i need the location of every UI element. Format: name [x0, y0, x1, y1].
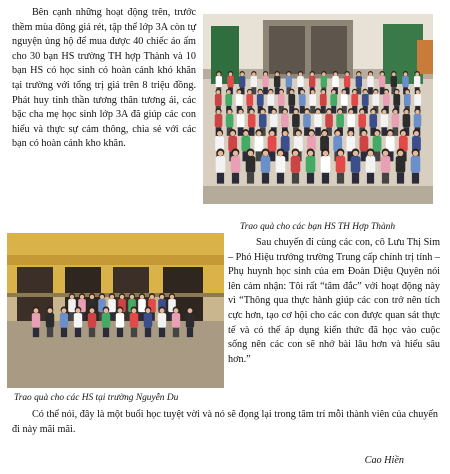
article-paragraph-2: Sau chuyến đi cùng các con, cô Lưu Thị Sim – Phó Hiệu trưởng trường Trung cấp chính trị tỉnh – Phụ huynh học sinh của em Đoàn Diệu Quyên nói lên cảm nhận: Tôi rất “tâm đắc” với hoạt động này vì “Thông qua thực hành giúp các con trở nên tích cực hơn, tạo cơ hội cho các con được quan sát thực tế và có thể áp dụng kiến thức đã học vào cuộc sống nên các con sẽ nhớ bài lâu hơn và hiểu sâu hơn.” — [228, 237, 440, 365]
article-paragraph-3: Có thể nói, đây là một buổi học tuyệt vời và nó sẽ đọng lại trong tâm trí mỗi thành viên của chuyến đi này mãi mãi. — [12, 409, 438, 435]
photo-1-caption: Trao quà cho các bạn HS TH Hợp Thành — [240, 222, 396, 232]
group-photo-hop-thanh — [203, 14, 433, 204]
photo-2-caption: Trao quà cho các HS tại trường Nguyễn Du — [14, 393, 179, 403]
author-signature: Cao Hiền — [364, 455, 404, 466]
group-photo-nguyen-du — [7, 233, 224, 388]
article-paragraph-1: Bên cạnh những hoạt động trên, trước thềm mùa đông giá rét, tập thể lớp 3A còn tự nguyện ủng hộ để mua được 40 chiếc áo ấm cho 30 bạn HS trường TH hợp Thành và 10 bạn HS có học sinh có hoàn cảnh khó khăn tại trường với tổng trị giá trên 8 triệu đồng. Phát huy tinh thần tương thân tương ái, các bậc cha mẹ học sinh lớp 3A đã giúp các con hiểu và thực sự cảm thông, chia sẻ với các bạn có hoàn cảnh kho khăn. — [12, 7, 196, 150]
